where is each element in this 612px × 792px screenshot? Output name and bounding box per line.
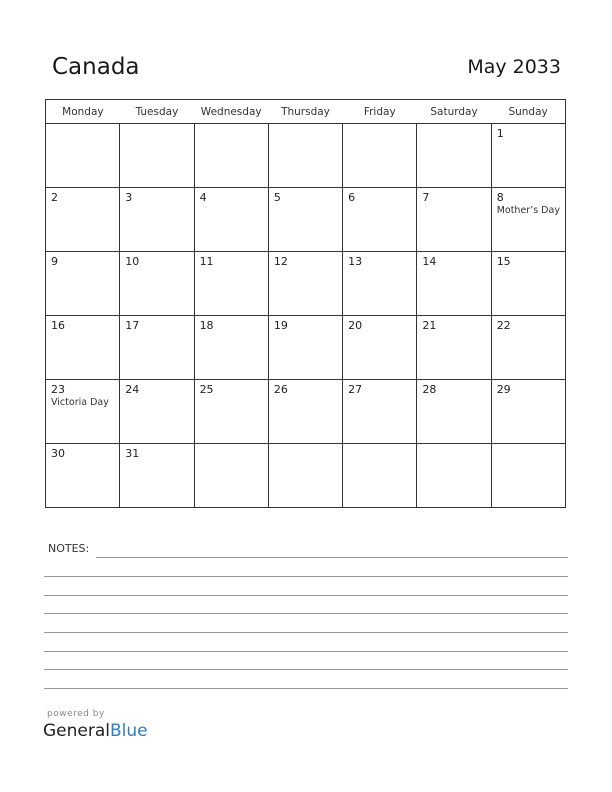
day-cell [46,380,120,444]
day-number: 24 [125,383,140,396]
weekday-label: Monday [46,100,120,124]
calendar-week-row [46,444,566,508]
calendar-grid [45,99,566,508]
day-number: 2 [51,191,58,204]
note-line [44,595,568,596]
weekday-label: Wednesday [194,100,268,124]
day-cell [194,252,268,316]
weekday-label: Sunday [491,100,565,124]
day-number: 9 [51,255,58,268]
day-cell [343,252,417,316]
day-number: 18 [199,319,214,332]
country-title: Canada [52,54,140,80]
day-cell [491,316,565,380]
day-cell [194,316,268,380]
day-cell [194,188,268,252]
day-number: 14 [422,255,437,268]
day-cell [343,188,417,252]
day-number: 31 [125,447,140,460]
weekday-label: Friday [343,100,417,124]
day-cell [120,444,194,508]
day-number: 26 [273,383,288,396]
calendar-week-row [46,380,566,444]
empty-day-cell [417,444,491,508]
day-cell [491,188,565,252]
day-cell [46,188,120,252]
day-cell [268,316,342,380]
day-number: 5 [273,191,281,204]
empty-day-cell [343,124,417,188]
holiday-label: Mother’s Day [496,205,560,216]
day-cell [120,316,194,380]
day-number: 20 [348,319,363,332]
day-number: 10 [125,255,140,268]
empty-day-cell [194,444,268,508]
day-cell [120,188,194,252]
note-line [44,669,568,670]
day-cell [417,188,491,252]
weekday-label: Thursday [268,100,342,124]
holiday-label: Victoria Day [51,397,109,408]
empty-day-cell [343,444,417,508]
empty-day-cell [417,124,491,188]
note-line [44,613,568,614]
day-cell [46,316,120,380]
day-number: 30 [51,447,65,460]
day-cell [120,380,194,444]
generalblue-logo [43,721,148,741]
calendar-week-row [46,188,566,252]
day-cell [491,252,565,316]
day-cell [268,188,342,252]
day-cell [343,316,417,380]
day-cell [268,252,342,316]
powered-by-text: powered by [47,709,105,719]
notes-label: NOTES: [48,542,90,555]
note-line [44,688,568,689]
calendar-week-row [46,316,566,380]
note-line [44,632,568,633]
day-cell [46,252,120,316]
empty-day-cell [120,124,194,188]
brand-blue: Blue [110,721,148,741]
day-number: 28 [422,383,437,396]
day-number: 16 [51,319,65,332]
day-cell [343,380,417,444]
day-number: 7 [422,191,430,204]
day-cell [417,380,491,444]
day-number: 3 [125,191,133,204]
note-line [96,557,568,558]
brand-general: General [43,721,110,741]
day-cell [120,252,194,316]
day-number: 6 [348,191,356,204]
day-number: 13 [348,255,363,268]
day-number: 19 [273,319,288,332]
weekday-header-row [46,100,566,124]
note-line [44,576,568,577]
note-line [44,651,568,652]
weekday-label: Tuesday [120,100,194,124]
day-cell [46,444,120,508]
empty-day-cell [491,444,565,508]
day-cell [417,316,491,380]
day-cell [417,252,491,316]
day-number: 17 [125,319,140,332]
day-number: 15 [496,255,511,268]
calendar-week-row [46,252,566,316]
month-year-title: May 2033 [467,56,561,78]
day-number: 21 [422,319,437,332]
day-cell [491,380,565,444]
day-number: 23 [51,383,65,396]
calendar-week-row [46,124,566,188]
day-cell [491,124,565,188]
day-number: 27 [348,383,363,396]
day-number: 22 [496,319,511,332]
day-number: 4 [199,191,207,204]
day-number: 25 [199,383,214,396]
day-cell [268,380,342,444]
empty-day-cell [268,444,342,508]
day-cell [194,380,268,444]
day-number: 8 [496,191,504,204]
day-number: 11 [199,255,214,268]
empty-day-cell [194,124,268,188]
day-number: 1 [496,127,504,140]
day-number: 29 [496,383,511,396]
empty-day-cell [268,124,342,188]
day-number: 12 [273,255,288,268]
weekday-label: Saturday [417,100,491,124]
empty-day-cell [46,124,120,188]
